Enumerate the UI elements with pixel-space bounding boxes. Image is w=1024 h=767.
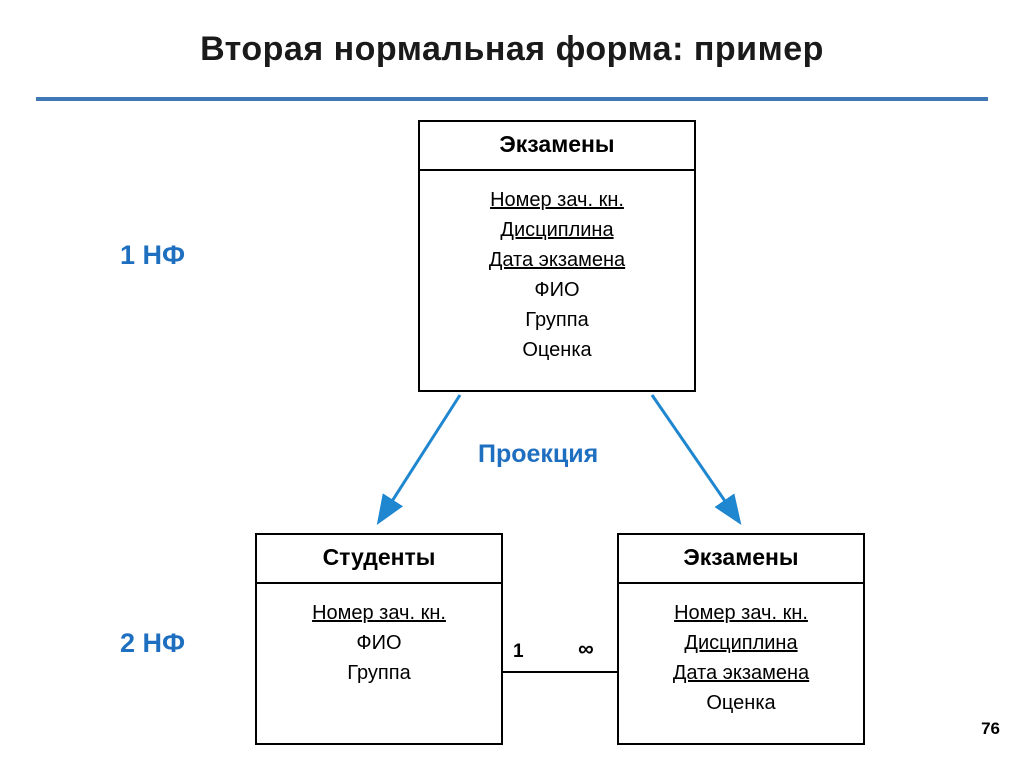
page-title: Вторая нормальная форма: пример xyxy=(200,30,824,68)
stage-label-1nf: 1 НФ xyxy=(120,240,186,270)
entity-field: Дата экзамена xyxy=(488,249,626,271)
entity-field: Дисциплина xyxy=(684,632,798,654)
cardinality-one: 1 xyxy=(513,641,524,662)
entity-field: Оценка xyxy=(522,339,592,361)
cardinality-many: ∞ xyxy=(578,636,594,661)
entity-title: Экзамены xyxy=(420,122,694,171)
entity-field: Номер зач. кн. xyxy=(674,602,808,624)
projection-label: Проекция xyxy=(478,440,599,468)
entity-field-list xyxy=(257,584,501,700)
stage-label-2nf: 2 НФ xyxy=(120,628,186,658)
entity-field: Дисциплина xyxy=(500,219,614,241)
projection-arrow-right xyxy=(652,395,738,520)
entity-students[interactable] xyxy=(255,533,503,745)
entity-field: Номер зач. кн. xyxy=(312,602,446,624)
slide-number: 76 xyxy=(981,719,1000,738)
entity-field: ФИО xyxy=(534,279,580,301)
entity-field: Группа xyxy=(347,662,411,684)
entity-field-list xyxy=(420,171,694,377)
entity-title: Экзамены xyxy=(619,535,863,584)
projection-arrow-left xyxy=(380,395,460,520)
entity-field-list xyxy=(619,584,863,730)
entity-field: Номер зач. кн. xyxy=(490,189,624,211)
entity-field: Оценка xyxy=(706,692,776,714)
entity-title: Студенты xyxy=(257,535,501,584)
entity-exams-1nf[interactable] xyxy=(418,120,696,392)
entity-field: Группа xyxy=(525,309,589,331)
entity-exams-2nf[interactable] xyxy=(617,533,865,745)
entity-field: ФИО xyxy=(356,632,402,654)
entity-field: Дата экзамена xyxy=(672,662,810,684)
